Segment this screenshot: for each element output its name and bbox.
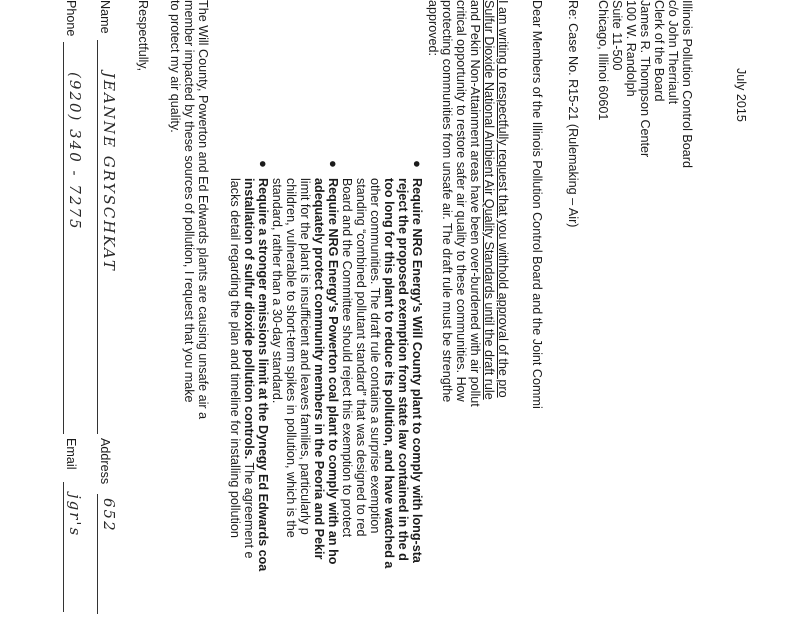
address-line: Chicago, Illinoi 60601 [596,0,610,121]
bullet-line: lacks detail regarding the plan and timeline for installing pollution [228,178,242,538]
phone-label: Phone [64,0,78,37]
bullet-bold-tail: The agreement e [242,459,256,559]
intro-line: protecting communities from unsafe air. The draft rule must be strengthe [440,0,454,403]
respectfully: Respectfully, [136,0,150,72]
closing-line: The Will County, Powerton and Ed Edwards plants are causing unsafe air a [196,0,210,420]
intro-line: and Pekin Non-Attainment areas have been over-burdened with air pollut [468,0,482,407]
intro-line: I am writing to respectfully request that you withhold approval of the pro [496,0,510,398]
bullet-bold-line: Require a stronger emissions limit at the Dynegy Ed Edwards coa [256,178,270,572]
address-line: Illinois Pollution Control Board [680,0,694,169]
bullet-bold-line: too long for this plant to reduce its pollution, and have watched a [382,178,396,569]
address-value: 652 [100,498,118,533]
bullet-bold-line: Require NRG Energy's Will County plant to comply with long-sta [410,178,424,563]
letter-date: July 2015 [734,68,748,122]
bullet-bold-line: Require NRG Energy's Powerton coal plant to comply with an ho [326,178,340,565]
phone-underline [63,42,64,434]
intro-line: approved: [426,0,440,57]
intro-line: critical opportunity to restore safer air quality to these communities. How [454,0,468,402]
bullet-bold-line: installation of sulfur dioxide pollution controls. [242,178,256,460]
name-value: JEANNE GRYSCHKAT [100,72,118,272]
bullet-line: limit for the plant is insufficient and leaves families, particularly p [298,178,312,535]
bullet-marker: ● [410,160,425,168]
bullet-line: standing “combined pollutant standard” that was designed to red [354,178,368,537]
bullet-line: standard, rather than a 30-day standard. [270,178,284,404]
bullet-bold-line: adequately protect community members in the Peoria and Pekir [312,178,326,560]
intro-line: Sulfur Dioxide National Ambient Air Quality Standards until the draft rule [482,0,496,400]
address-underline [97,494,98,614]
name-label: Name [98,0,112,34]
email-underline [63,482,64,612]
bullet-line: other communities. The draft rule contains a surprise exemption [368,178,382,534]
address-label: Address [98,438,112,485]
email-label: Email [64,438,78,470]
bullet-mixed-line [241,178,256,558]
bullet-bold-line: reject the proposed exemption from state law contained in the d [396,178,410,561]
bullet-line: Board and the Committee should reject this exemption to protect [340,178,354,538]
bullet-marker: ● [326,160,341,168]
phone-value: (920) 340 - 7275 [66,72,84,231]
bullet-line: children, vulnerable to short-term spikes in pollution, which is the [284,178,298,538]
address-line: 100 W. Randolph [624,0,638,97]
re-line: Re: Case No. R15-21 (Rulemaking – Air) [566,0,580,228]
address-line: James R. Thompson Center [638,0,652,158]
address-line: Suite 11-500 [610,0,624,71]
closing-line: member impacted by these sources of pollution, I request that you make [182,0,196,403]
closing-line: to protect my air quality. [168,0,182,133]
address-line: Clerk of the Board [652,0,666,102]
email-value: jgr's [66,494,84,538]
name-underline [97,40,98,434]
salutation: Dear Members of the Illinois Pollution Control Board and the Joint Commi [530,0,544,409]
address-line: c/o John Therriault [666,0,680,105]
bullet-marker: ● [256,160,271,168]
